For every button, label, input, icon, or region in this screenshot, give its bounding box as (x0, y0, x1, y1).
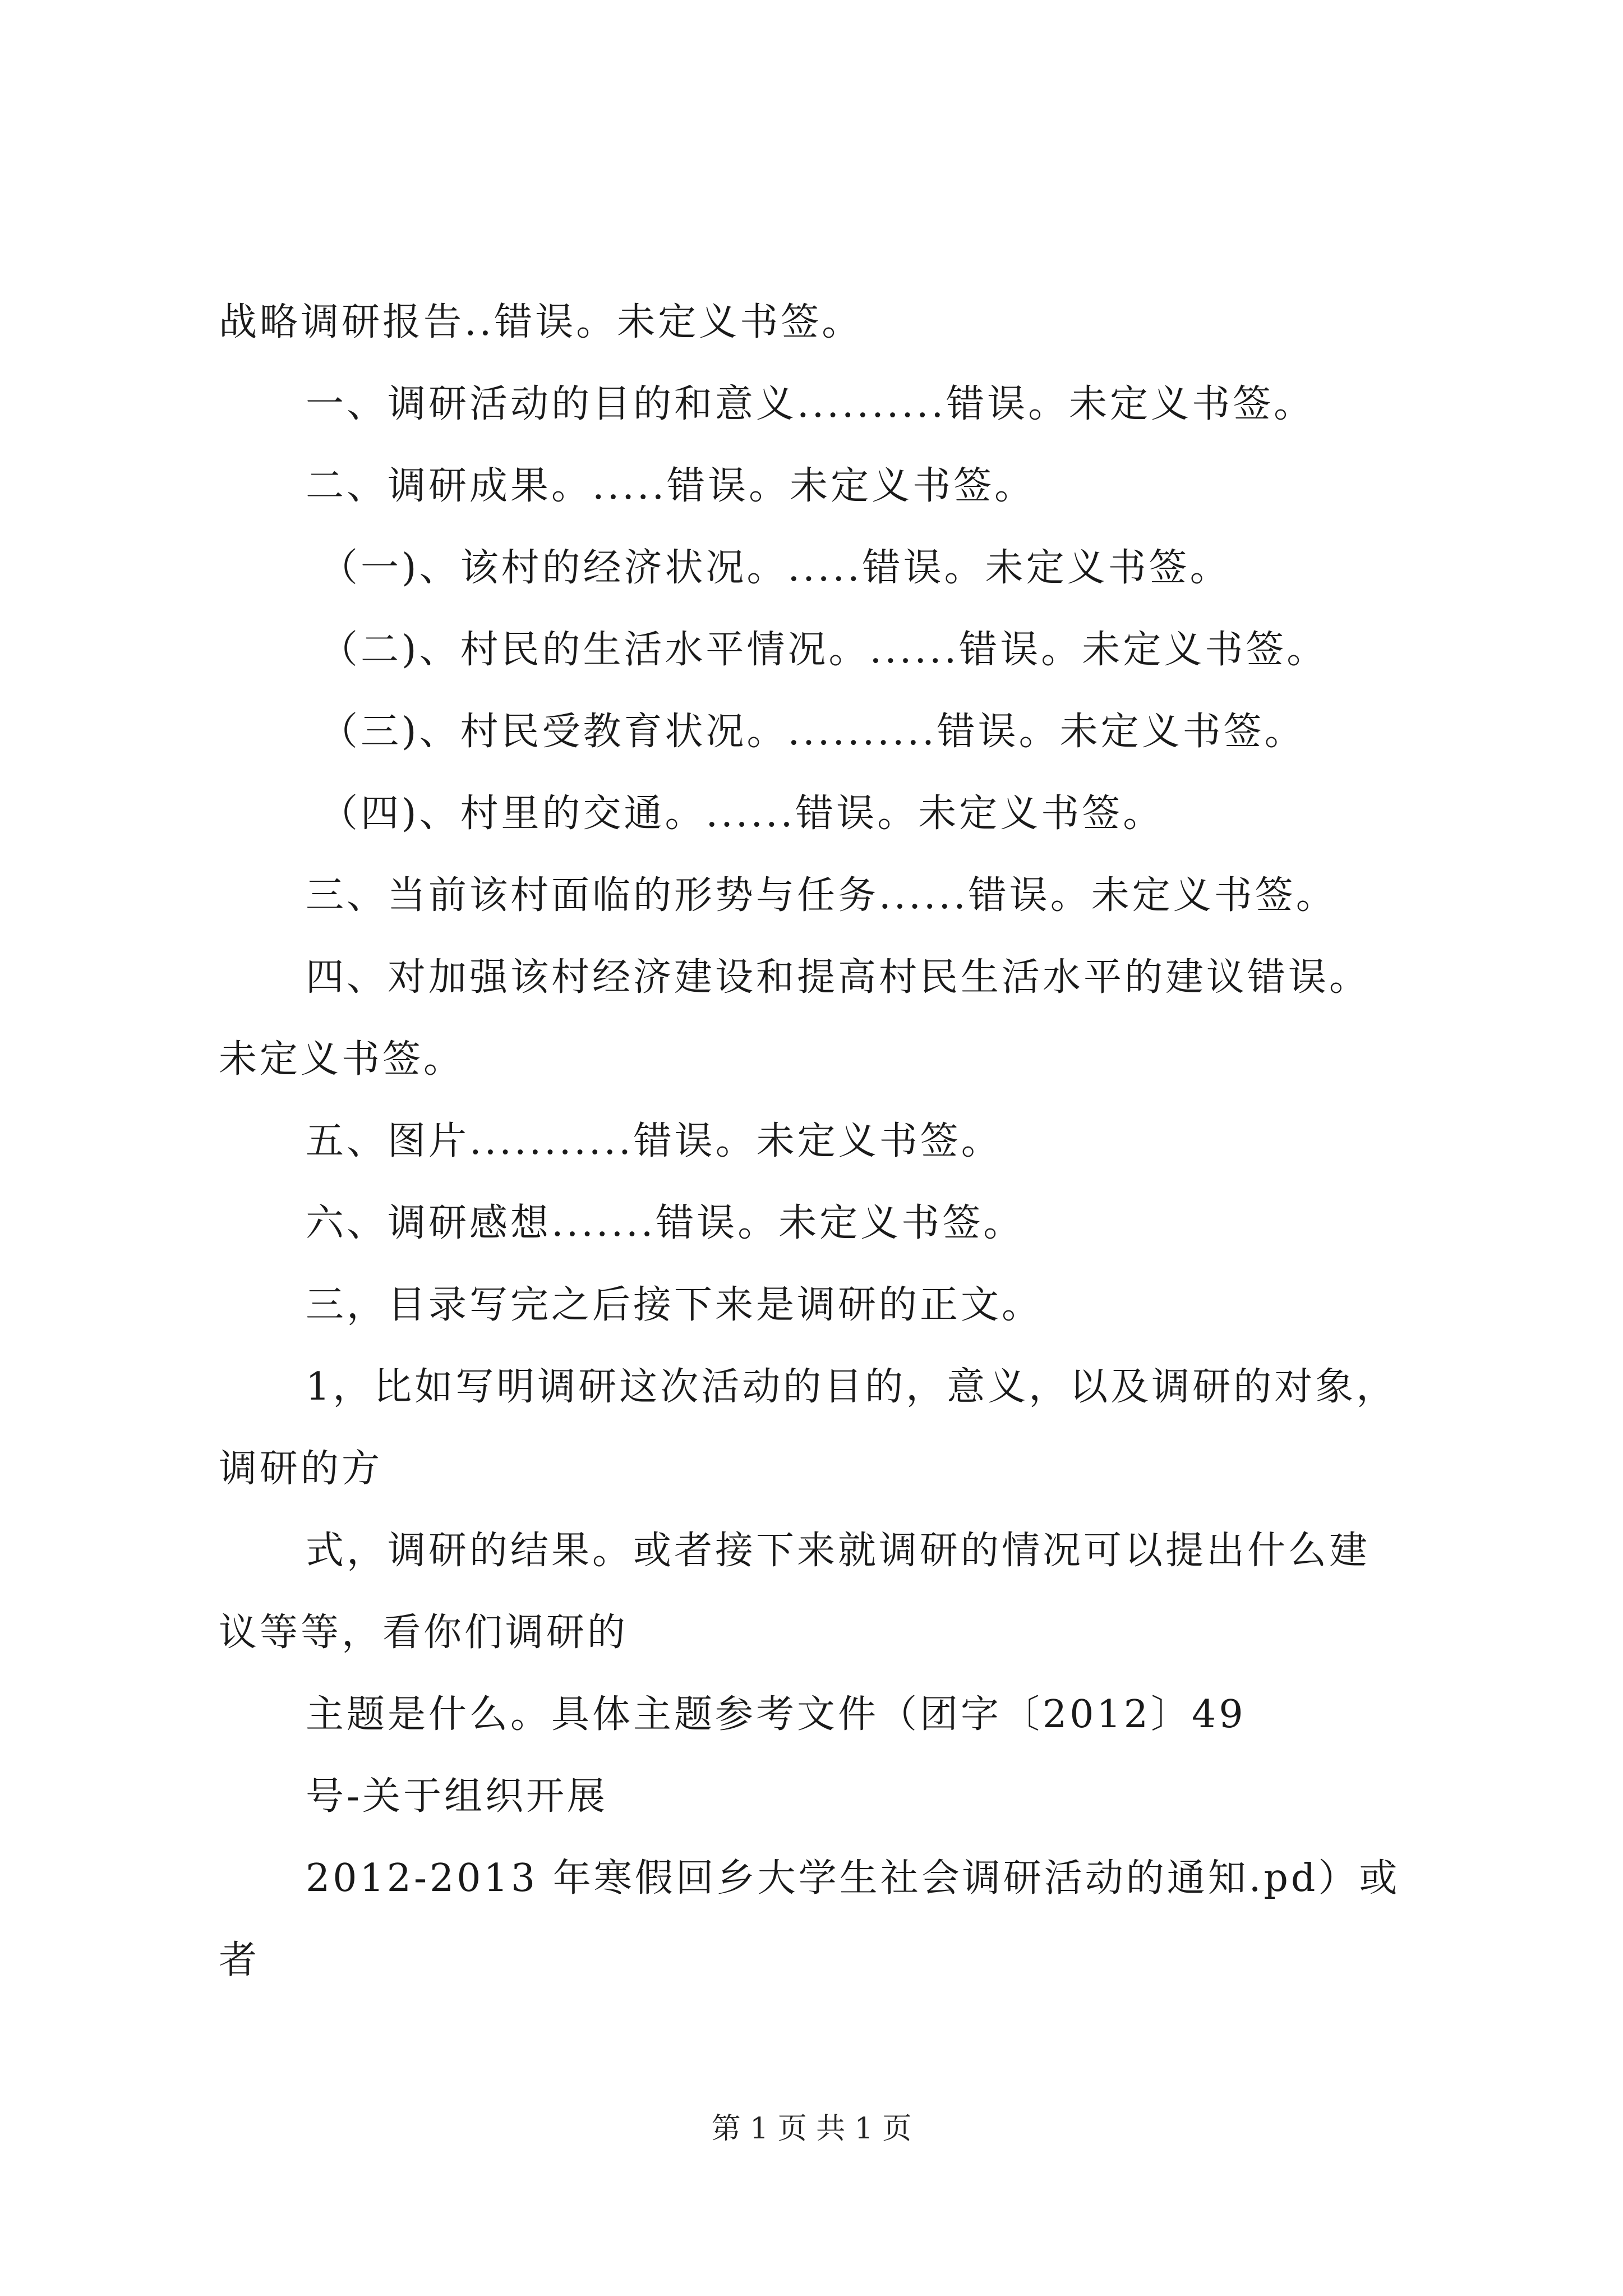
toc-item-4: 四、对加强该村经济建设和提高村民生活水平的建议错误。 (306, 955, 1371, 1000)
body-paragraph-1: 三，目录写完之后接下来是调研的正文。 (306, 1283, 1043, 1327)
toc-item-3: 三、当前该村面临的形势与任务......错误。未定义书签。 (306, 873, 1337, 918)
toc-item-4-continued: 未定义书签。 (219, 1037, 465, 1082)
toc-item-5: 五、图片...........错误。未定义书签。 (306, 1119, 1002, 1163)
page-footer: 第 1 页 共 1 页 (711, 2112, 912, 2146)
body-paragraph-2-continued: 调研的方 (219, 1447, 383, 1491)
body-paragraph-3: 式，调研的结果。或者接下来就调研的情况可以提出什么建 (306, 1529, 1371, 1573)
toc-subitem-2: （二)、村民的生活水平情况。......错误。未定义书签。 (320, 628, 1328, 672)
body-paragraph-2: 1，比如写明调研这次活动的目的，意义，以及调研的对象， (306, 1365, 1398, 1409)
body-paragraph-4: 主题是什么。具体主题参考文件（团字〔2012〕49 (306, 1692, 1246, 1737)
body-paragraph-3-continued: 议等等，看你们调研的 (219, 1611, 629, 1655)
toc-item-6: 六、调研感想.......错误。未定义书签。 (306, 1201, 1025, 1245)
body-paragraph-5: 号-关于组织开展 (306, 1774, 608, 1819)
body-paragraph-6: 2012-2013 年寒假回乡大学生社会调研活动的通知.pd）或 (306, 1856, 1400, 1901)
toc-subitem-1: （一)、该村的经济状况。.....错误。未定义书签。 (320, 546, 1231, 590)
toc-subitem-3: （三)、村民受教育状况。..........错误。未定义书签。 (320, 710, 1306, 754)
toc-item-2: 二、调研成果。.....错误。未定义书签。 (306, 464, 1036, 508)
body-paragraph-6-continued: 者 (219, 1938, 260, 1982)
toc-title-line: 战略调研报告..错误。未定义书签。 (219, 300, 863, 344)
toc-subitem-4: （四)、村里的交通。......错误。未定义书签。 (320, 792, 1164, 836)
toc-item-1: 一、调研活动的目的和意义..........错误。未定义书签。 (306, 382, 1315, 426)
